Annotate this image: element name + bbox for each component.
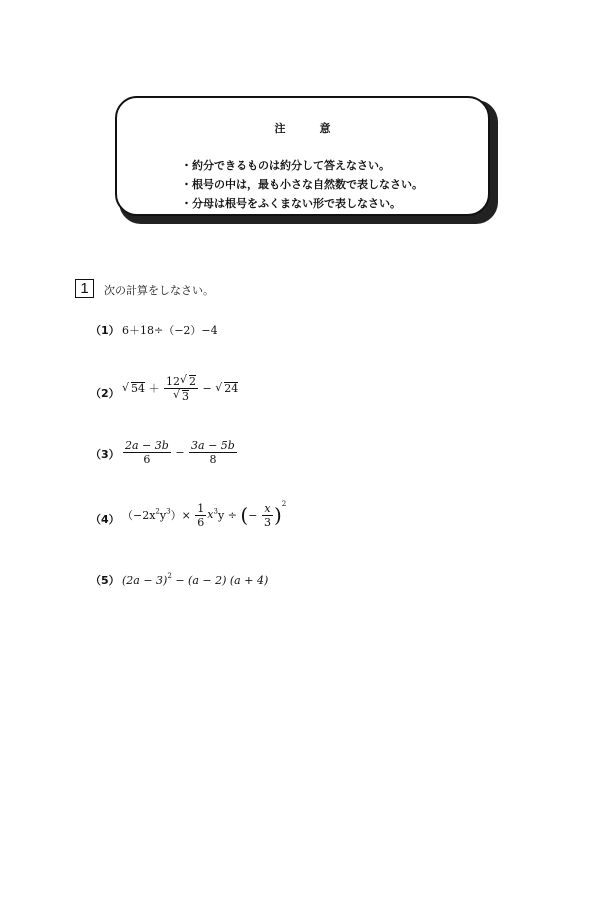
problem-expression: $(-2x^2y^3)\times$ $\frac{1}{6}$ $x^3y$ ÷ (− $\frac{x}{3}$ )$^2$ (122, 500, 287, 529)
notice-list (181, 156, 423, 213)
problem-expression: 6＋18÷（−2）−4 (122, 324, 218, 337)
problem-label: （4） (90, 513, 120, 526)
notice-item: ・約分できるものは約分して答えなさい。 (181, 159, 390, 172)
notice-item: ・分母は根号をふくまない形で表しなさい。 (181, 197, 401, 210)
notice-box (115, 96, 490, 216)
notice-item: ・根号の中は，最も小さな自然数で表しなさい。 (181, 178, 423, 191)
question-number-box: 1 (75, 279, 94, 298)
problem-expression: $(2a - 3)^2 - (a - 2)$ (a + 4) (122, 572, 269, 587)
fraction: 12√ 2 √ 3 (164, 374, 198, 403)
problem-label: （5） (90, 574, 120, 587)
fraction: $\frac{x}{3}$ (263, 501, 271, 529)
fraction: $\frac{1}{6}$ (197, 501, 205, 529)
problem-label: （3） (90, 448, 120, 461)
fraction: $\frac{2a - 3b}{6}$ (125, 439, 169, 466)
problem-expression: √ 54 ＋ 12√ 2 √ 3 − √ 24 (122, 374, 238, 403)
question-instruction: 次の計算をしなさい。 (104, 284, 214, 297)
notice-title: 注意 (274, 122, 365, 135)
sqrt-term: √ 54 (122, 382, 145, 396)
fraction: $\frac{3a - 5b}{8}$ (191, 439, 235, 466)
sqrt-term: √ 24 (215, 382, 238, 396)
problem-label: （1） (90, 324, 120, 337)
problem-label: （2） (90, 387, 120, 400)
problem-expression: $\frac{2a - 3b}{6}$ − $\frac{3a - 5b}{8}$ (125, 439, 235, 466)
